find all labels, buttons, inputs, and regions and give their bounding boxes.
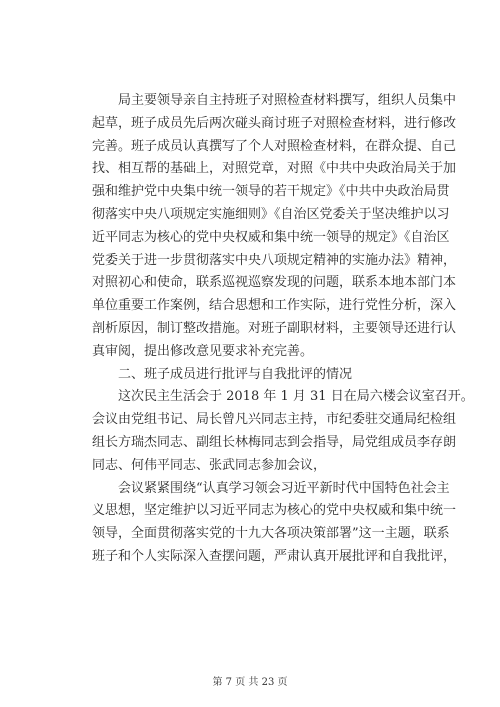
text-line: 真审阅，提出修改意见要求补充完善。 [92, 343, 314, 359]
text-line: 这次民主生活会于 2018 年 1 月 31 日在局六楼会议室召开。 [92, 389, 474, 405]
text-line: 完善。班子成员认真撰写了个人对照检查材料，在群众提、自己 [92, 138, 457, 154]
text-line: 起草，班子成员先后两次碰头商讨班子对照检查材料，进行修改 [92, 115, 457, 131]
section-heading: 二、班子成员进行批评与自我批评的情况 [92, 366, 353, 382]
text-line: 会议由党组书记、局长曾凡兴同志主持，市纪委驻交通局纪检组 [92, 412, 457, 428]
text-line: 彻落实中央八项规定实施细则》《自治区党委关于坚决维护以习 [92, 206, 450, 222]
text-line: 剖析原因，制订整改措施。对班子副职材料，主要领导还进行认 [92, 320, 457, 336]
text-line: 领导，全面贯彻落实党的十九大各项决策部署”这一主题，联系 [92, 526, 450, 542]
text-line: 单位重要工作案例，结合思想和工作实际，进行党性分析，深入 [92, 298, 457, 314]
text-line: 组长方瑞杰同志、副组长林梅同志到会指导，局党组成员李存朗 [92, 434, 457, 450]
text-line: 局主要领导亲自主持班子对照检查材料撰写，组织人员集中 [92, 93, 457, 108]
text-line: 对照初心和使命，联系巡视巡察发现的问题，联系本地本部门本 [92, 275, 457, 291]
text-line: 党委关于进一步贯彻落实中央八项规定精神的实施办法》精神， [92, 252, 457, 268]
text-line: 义思想，坚定维护以习近平同志为核心的党中央权威和集中统一 [92, 503, 457, 519]
text-line: 班子和个人实际深入查摆问题，严肃认真开展批评和自我批评， [92, 548, 457, 564]
text-line: 强和维护党中央集中统一领导的若干规定》《中共中央政治局贯 [92, 184, 450, 200]
page-number: 第 7 页 共 23 页 [212, 677, 288, 688]
text-line: 找、相互帮的基础上，对照党章，对照《中共中央政治局关于加 [92, 161, 457, 177]
text-line: 会议紧紧围绕“认真学习领会习近平新时代中国特色社会主 [92, 480, 450, 496]
text-line: 同志、何伟平同志、张武同志参加会议， [92, 457, 327, 473]
body-text [92, 90, 474, 569]
text-line: 近平同志为核心的党中央权威和集中统一领导的规定》《自治区 [92, 229, 450, 245]
